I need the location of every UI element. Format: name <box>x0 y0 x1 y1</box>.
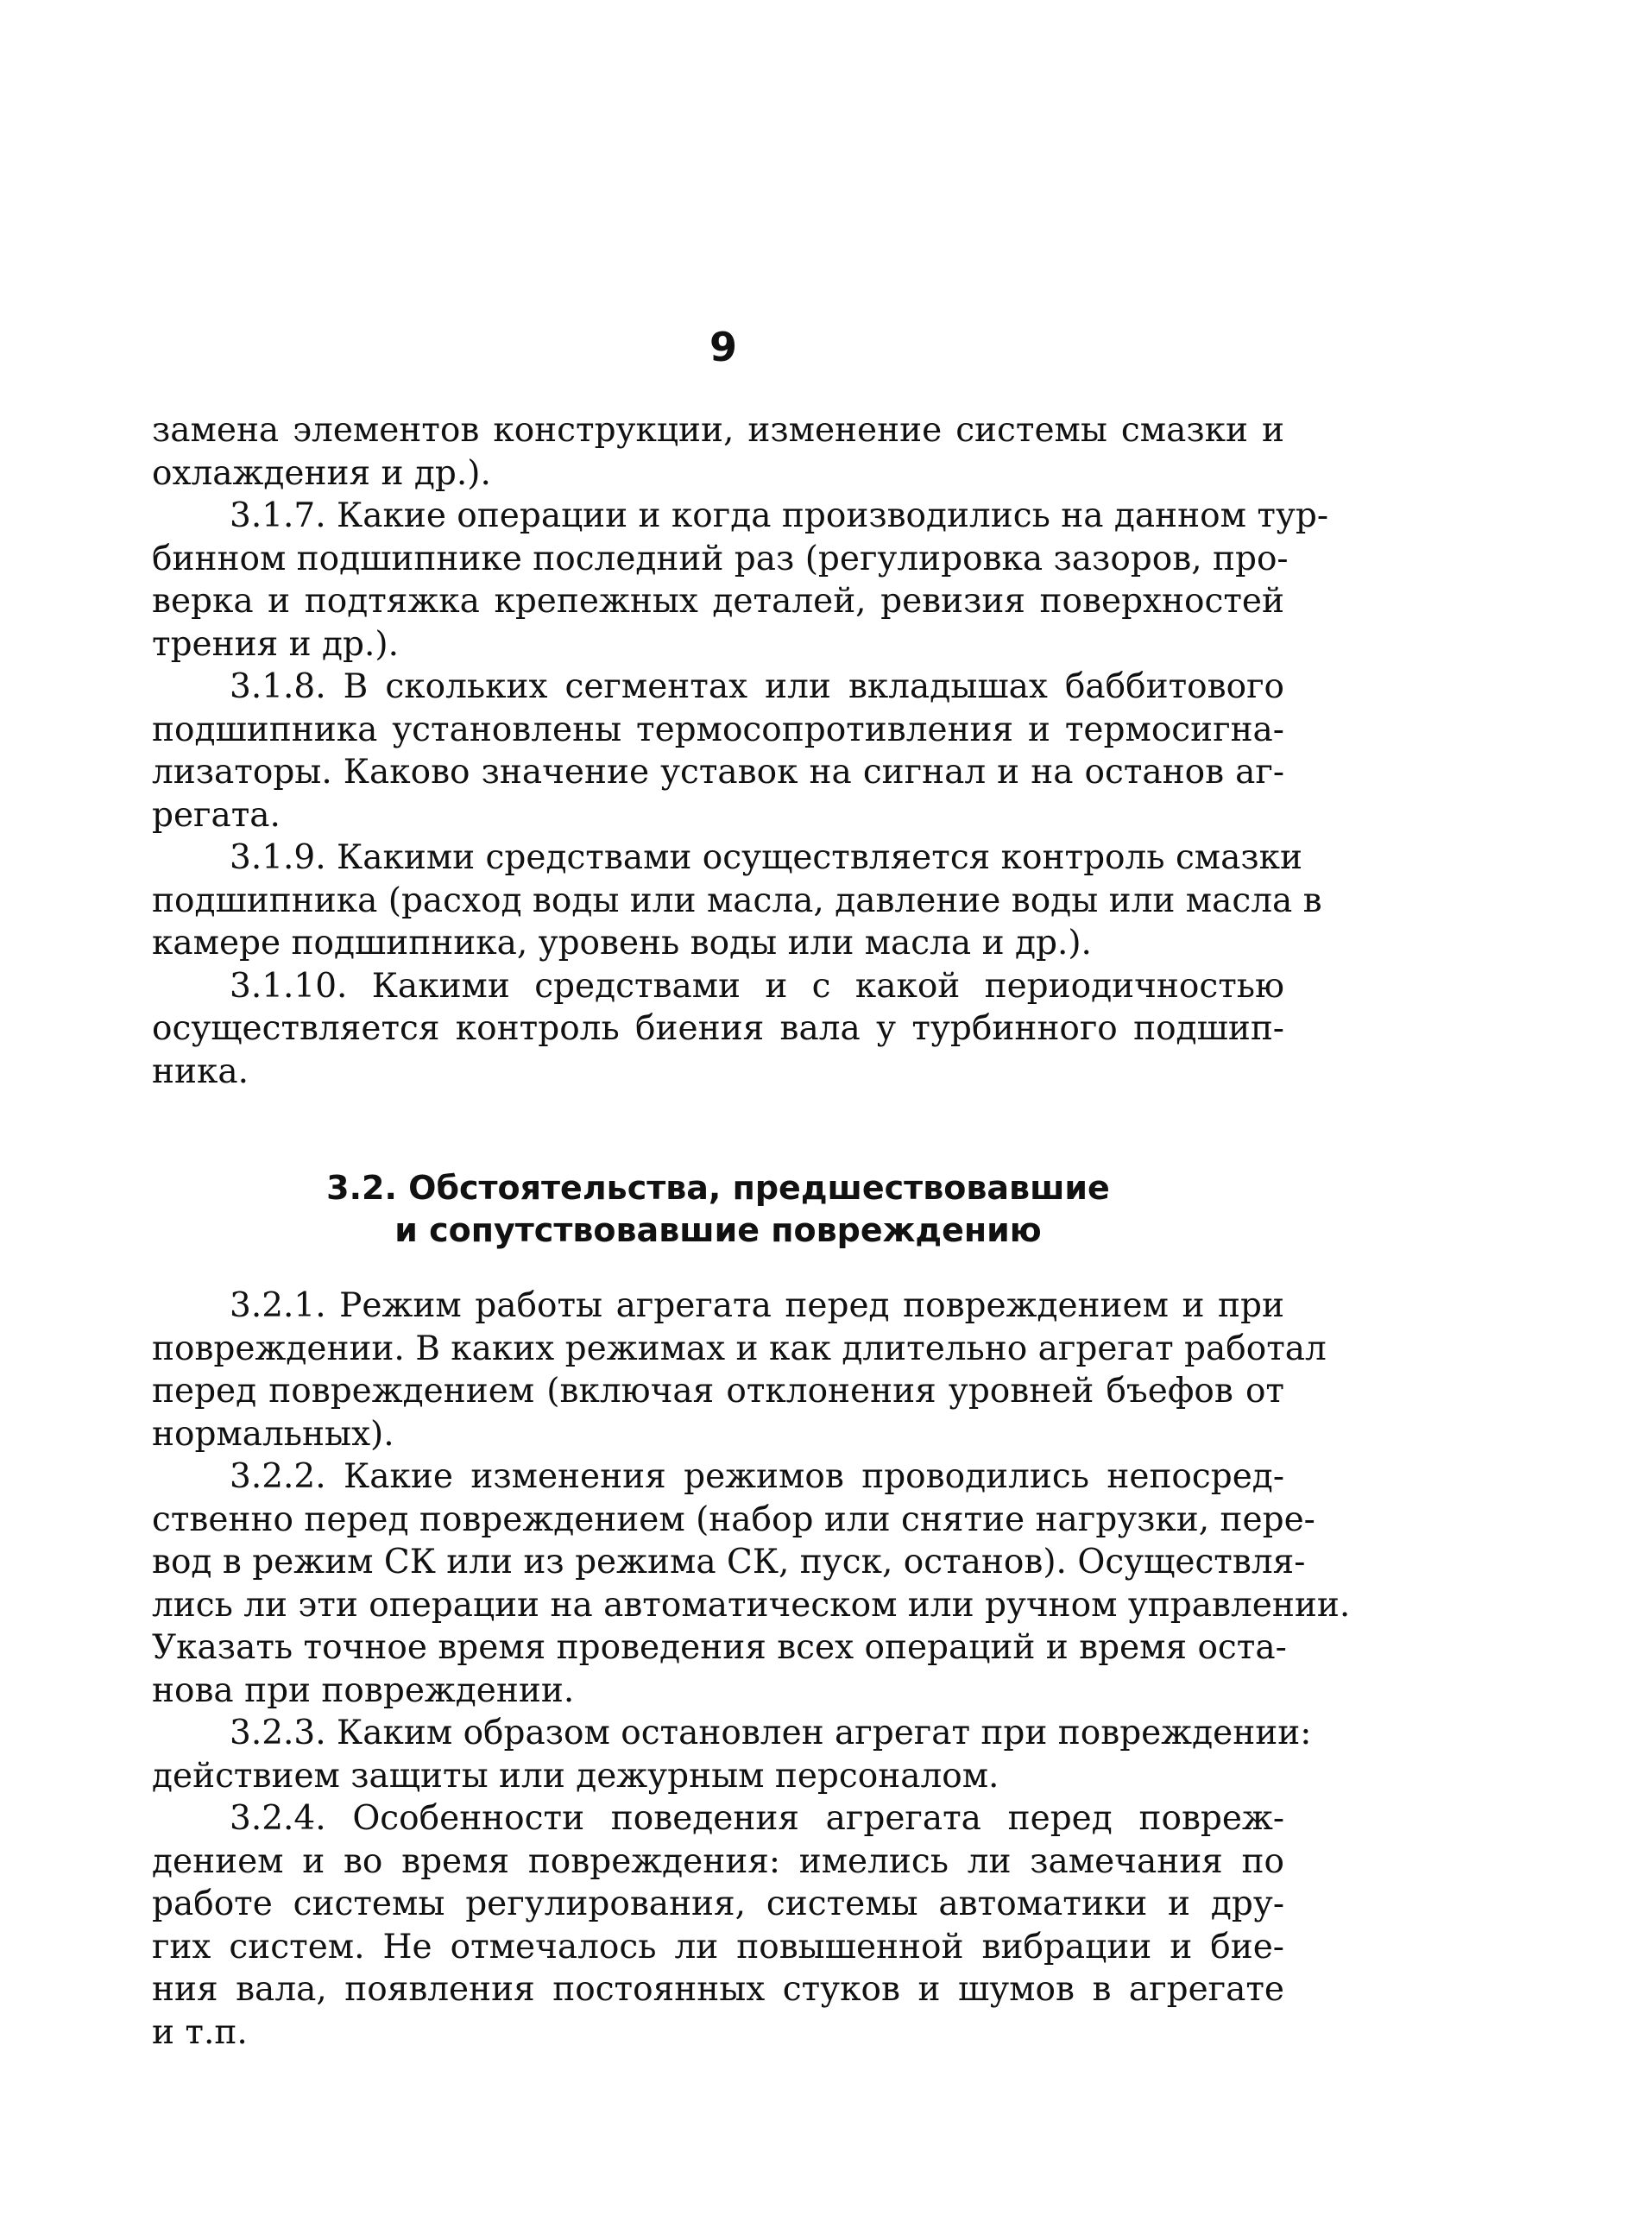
section-heading-line-1: 3.2. Обстоятельства, предшествовавшие <box>326 1169 1110 1207</box>
text-line: 3.1.8. В скольких сегментах или вкладышах баббитового <box>230 667 1284 706</box>
section-heading-line-2: и сопутствовавшие повреждению <box>394 1211 1042 1249</box>
text-line: нормальных). <box>152 1414 394 1454</box>
text-line: ния вала, появления постоянных стуков и шумов в агрегате <box>152 1970 1284 2009</box>
text-line: перед повреждением (включая отклонения уровней бъефов от <box>152 1372 1284 1411</box>
page-number: 9 <box>709 324 737 370</box>
text-line: повреждении. В каких режимах и как длительно агрегат работал <box>152 1329 1327 1368</box>
text-line: замена элементов конструкции, изменение системы смазки и <box>152 411 1284 450</box>
text-line: работе системы регулирования, системы автоматики и дру- <box>152 1885 1284 1923</box>
text-line: гих систем. Не отмечалось ли повышенной вибрации и бие- <box>152 1927 1284 1967</box>
section-heading-3-2 <box>152 1167 1284 1252</box>
text-line: лизаторы. Каково значение уставок на сигнал и на останов аг- <box>152 753 1284 792</box>
text-line: осуществляется контроль биения вала у турбинного подшип- <box>152 1009 1284 1048</box>
text-line: 3.1.10. Какими средствами и с какой периодичностью <box>230 966 1284 1006</box>
text-line: 3.2.2. Какие изменения режимов проводились непосред- <box>230 1457 1284 1496</box>
text-line: трения и др.). <box>152 624 399 664</box>
text-line: лись ли эти операции на автоматическом или ручном управлении. <box>152 1585 1351 1625</box>
text-line: 3.2.1. Режим работы агрегата перед повреждением и при <box>230 1286 1284 1325</box>
text-line: 3.2.4. Особенности поведения агрегата перед повреж- <box>230 1799 1284 1838</box>
text-line: нова при повреждении. <box>152 1670 575 1710</box>
text-line: подшипника установлены термосопротивления и термосигна- <box>152 710 1284 749</box>
text-block-section-3-2 <box>152 1285 1351 2054</box>
text-line: 3.2.3. Каким образом остановлен агрегат при повреждении: <box>230 1714 1312 1752</box>
text-line: 3.1.7. Какие операции и когда производились на данном тур- <box>230 496 1329 535</box>
text-line: Указать точное время проведения всех операций и время оста- <box>152 1628 1287 1667</box>
text-line: охлаждения и др.). <box>152 453 491 493</box>
text-line: дением и во время повреждения: имелись ли замечания по <box>152 1841 1284 1881</box>
text-line: 3.1.9. Какими средствами осуществляется контроль смазки <box>230 838 1303 877</box>
text-block-section-3-1 <box>152 409 1329 1093</box>
text-line: камере подшипника, уровень воды или масла и др.). <box>152 924 1092 963</box>
text-line: вод в режим СК или из режима СК, пуск, останов). Осуществля- <box>152 1543 1306 1582</box>
text-line: верка и подтяжка крепежных деталей, ревизия поверхностей <box>152 582 1284 621</box>
text-line: регата. <box>152 795 281 835</box>
text-line: подшипника (расход воды или масла, давление воды или масла в <box>152 881 1322 920</box>
text-line: действием защиты или дежурным персоналом. <box>152 1756 999 1796</box>
text-line: ника. <box>152 1051 249 1091</box>
text-line: ственно перед повреждением (набор или снятие нагрузки, пере- <box>152 1499 1315 1539</box>
text-line: и т.п. <box>152 2012 248 2052</box>
text-line: бинном подшипнике последний раз (регулировка зазоров, про- <box>152 539 1289 578</box>
